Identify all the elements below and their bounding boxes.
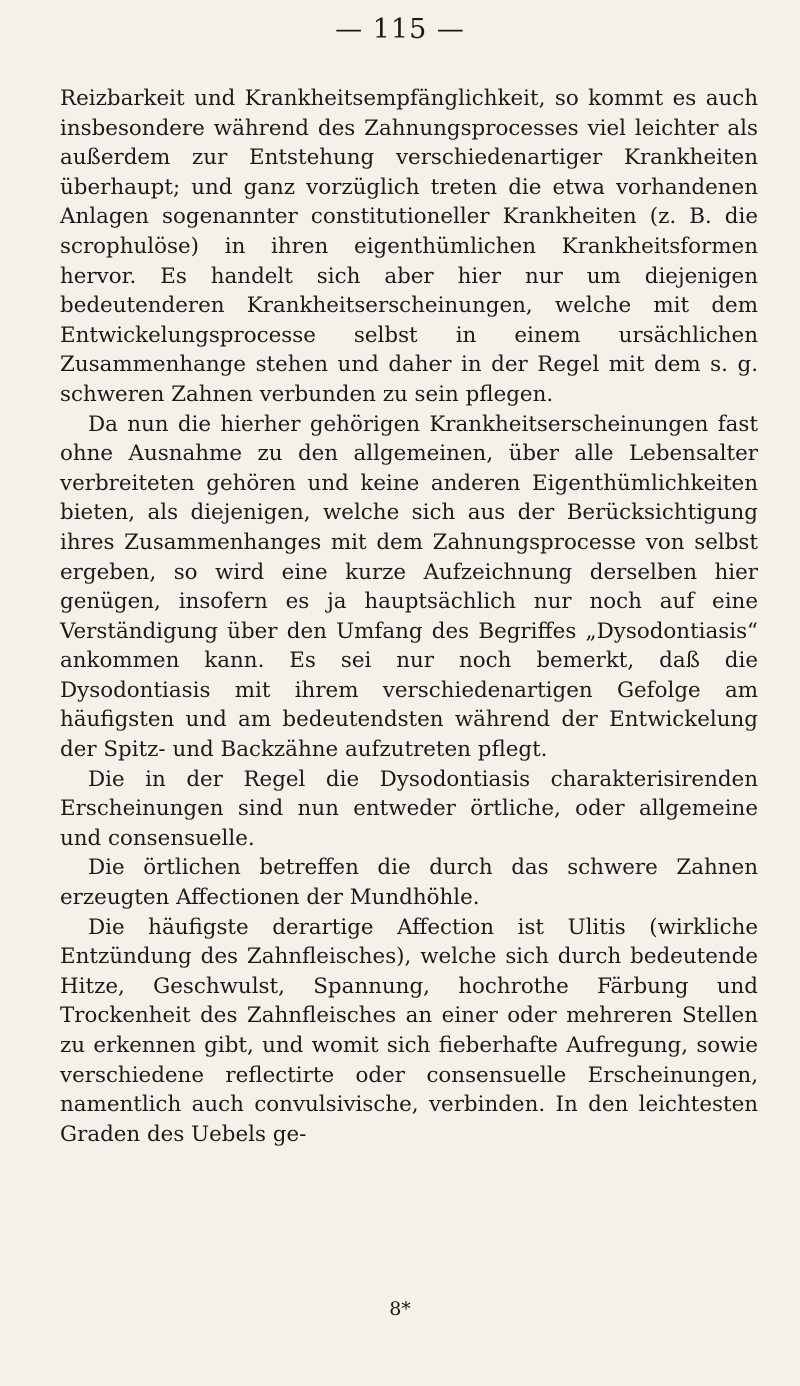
paragraph-1: Reizbarkeit und Krankheitsempfänglichkeit, so kommt es auch insbesondere während des Zahnungsprocesses viel leichter als außerdem zur Entstehung verschiedenartiger Krankheiten überhaupt; und ganz vorzüglich treten die etwa vorhandenen Anlagen sogenannter constitutioneller Krankheiten (z. B. die scrophulöse) in ihren eigenthümlichen Krankheitsformen hervor. Es handelt sich aber hier nur um diejenigen bedeutenderen Krankheitserscheinungen, welche mit dem Entwickelungsprocesse selbst in einem ursächlichen Zusammenhange stehen und daher in der Regel mit dem s. g. schweren Zahnen verbunden zu sein pflegen.	[60, 86, 758, 407]
page-number-header: — 115 —	[335, 14, 465, 45]
paragraph-5: Die häufigste derartige Affection ist Ulitis (wirkliche Entzündung des Zahnfleisches), welche sich durch bedeutende Hitze, Geschwulst, Spannung, hochrothe Färbung und Trockenheit des Zahnfleisches an einer oder mehreren Stellen zu erkennen gibt, und womit sich fieberhafte Aufregung, sowie verschiedene reflectirte oder consensuelle Erscheinungen, namentlich auch convulsivische, verbinden. In den leichtesten Graden des Uebels ge-	[60, 914, 758, 1147]
body-text	[60, 84, 758, 1149]
paragraph-3: Die in der Regel die Dysodontiasis charakterisirenden Erscheinungen sind nun entweder örtliche, oder allgemeine und consensuelle.	[60, 766, 758, 851]
paragraph-4: Die örtlichen betreffen die durch das schwere Zahnen erzeugten Affectionen der Mundhöhle.	[60, 855, 758, 911]
paragraph-2: Da nun die hierher gehörigen Krankheitserscheinungen fast ohne Ausnahme zu den allgemeinen, über alle Lebensalter verbreiteten gehören und keine anderen Eigenthümlichkeiten bieten, als diejenigen, welche sich aus der Berücksichtigung ihres Zusammenhanges mit dem Zahnungsprocesse von selbst ergeben, so wird eine kurze Aufzeichnung derselben hier genügen, insofern es ja hauptsächlich nur noch auf eine Verständigung über den Umfang des Begriffes „Dysodontiasis“ ankommen kann. Es sei nur noch bemerkt, daß die Dysodontiasis mit ihrem verschiedenartigen Gefolge am häufigsten und am bedeutendsten während der Entwickelung der Spitz- und Backzähne aufzutreten pflegt.	[60, 411, 758, 763]
signature-mark: 8*	[389, 1298, 411, 1320]
